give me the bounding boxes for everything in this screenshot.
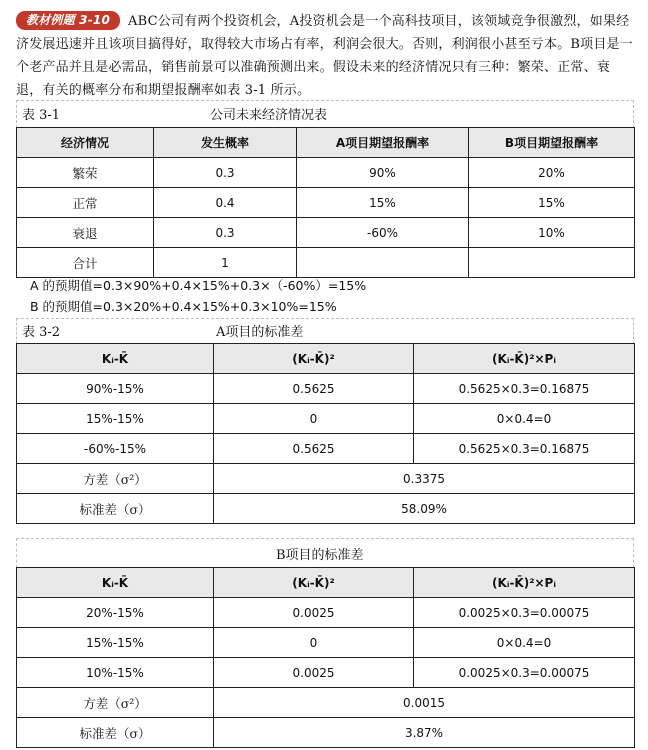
variance-value: 0.0015 xyxy=(214,688,635,718)
table1-header-cell: B项目期望报酬率 xyxy=(469,128,635,158)
table-row xyxy=(17,434,635,464)
std-label: 标准差（σ） xyxy=(17,494,214,524)
table-row xyxy=(17,158,635,188)
example-badge: 教材例题 3-10 xyxy=(16,11,120,30)
table1-caption-title: 公司未来经济情况表 xyxy=(210,108,328,123)
table-row xyxy=(17,658,635,688)
table-row xyxy=(17,218,635,248)
table2-header-cell: Kᵢ-K̄ xyxy=(17,344,214,374)
std-value: 58.09% xyxy=(214,494,635,524)
table2-a-std-deviation xyxy=(16,343,635,524)
table-cell: 0.5625×0.3=0.16875 xyxy=(414,434,635,464)
table-row xyxy=(17,248,635,278)
table-cell: 0.4 xyxy=(154,188,297,218)
table-row xyxy=(17,718,635,748)
table-cell: 0.5625 xyxy=(214,374,414,404)
table-row xyxy=(17,628,635,658)
table-row xyxy=(17,688,635,718)
intro-text: ABC公司有两个投资机会，A投资机会是一个高科技项目，该领域竞争很激烈，如果经济发展迅速并且该项目搞得好，取得较大市场占有率，利润会很大。否则，利润很小甚至亏本。B项目是一个老产品并且是必需品，销售前景可以准确预测出来。假设未来的经济情况只有三种：繁荣、正常、衰退，有关的概率分布和期望报酬率如表 3-1 所示。 xyxy=(16,14,633,98)
table-cell: 0.0025×0.3=0.00075 xyxy=(414,598,635,628)
table-cell: 20% xyxy=(469,158,635,188)
table-cell: 15%-15% xyxy=(17,404,214,434)
table3-caption-title: B项目的标准差 xyxy=(276,548,364,563)
std-label: 标准差（σ） xyxy=(17,718,214,748)
table2-header-cell: (Kᵢ-K̄)²×Pᵢ xyxy=(414,344,635,374)
table1-header-cell: 经济情况 xyxy=(17,128,154,158)
table1-header-row xyxy=(17,128,635,158)
table-cell xyxy=(469,248,635,278)
table-cell: 0×0.4=0 xyxy=(414,628,635,658)
table-cell: 0.0025 xyxy=(214,658,414,688)
table3-header-row xyxy=(17,568,635,598)
variance-value: 0.3375 xyxy=(214,464,635,494)
table1-header-cell: 发生概率 xyxy=(154,128,297,158)
table-row xyxy=(17,494,635,524)
intro-paragraph xyxy=(16,10,636,102)
table-row xyxy=(17,598,635,628)
table-row xyxy=(17,404,635,434)
table-cell: 10% xyxy=(469,218,635,248)
variance-label: 方差（σ²） xyxy=(17,464,214,494)
table-cell: 0×0.4=0 xyxy=(414,404,635,434)
table3-header-cell: Kᵢ-K̄ xyxy=(17,568,214,598)
table-cell: 15% xyxy=(469,188,635,218)
table-cell: 20%-15% xyxy=(17,598,214,628)
table-cell: 0.3 xyxy=(154,158,297,188)
table2-header-cell: (Kᵢ-K̄)² xyxy=(214,344,414,374)
table3-header-cell: (Kᵢ-K̄)² xyxy=(214,568,414,598)
table2-caption-number: 表 3-2 xyxy=(22,325,61,340)
table-cell: 10%-15% xyxy=(17,658,214,688)
table-cell: -60% xyxy=(297,218,469,248)
table-cell: 90% xyxy=(297,158,469,188)
table-cell: 正常 xyxy=(17,188,154,218)
table3-header-cell: (Kᵢ-K̄)²×Pᵢ xyxy=(414,568,635,598)
table-cell: 90%-15% xyxy=(17,374,214,404)
table2-caption-title: A项目的标准差 xyxy=(216,325,304,340)
std-value: 3.87% xyxy=(214,718,635,748)
table-row xyxy=(17,188,635,218)
table1-caption-number: 表 3-1 xyxy=(22,108,61,123)
table-cell: 1 xyxy=(154,248,297,278)
table-row xyxy=(17,374,635,404)
table-cell: 衰退 xyxy=(17,218,154,248)
table-cell: 15% xyxy=(297,188,469,218)
expected-value-a: A 的预期值=0.3×90%+0.4×15%+0.3×（-60%）=15% xyxy=(30,278,367,293)
table-cell: 15%-15% xyxy=(17,628,214,658)
table-cell: 0.5625 xyxy=(214,434,414,464)
table-cell: 0.5625×0.3=0.16875 xyxy=(414,374,635,404)
table-cell xyxy=(297,248,469,278)
variance-label: 方差（σ²） xyxy=(17,688,214,718)
expected-value-b: B 的预期值=0.3×20%+0.4×15%+0.3×10%=15% xyxy=(30,299,337,314)
table-cell: 繁荣 xyxy=(17,158,154,188)
table3-b-std-deviation xyxy=(16,567,635,748)
table-cell: 0.3 xyxy=(154,218,297,248)
table-cell: 0.0025×0.3=0.00075 xyxy=(414,658,635,688)
table1-economic-conditions xyxy=(16,127,635,278)
table-cell: 合计 xyxy=(17,248,154,278)
table-cell: 0.0025 xyxy=(214,598,414,628)
table-cell: -60%-15% xyxy=(17,434,214,464)
table1-header-cell: A项目期望报酬率 xyxy=(297,128,469,158)
table2-header-row xyxy=(17,344,635,374)
table-row xyxy=(17,464,635,494)
table-cell: 0 xyxy=(214,628,414,658)
table-cell: 0 xyxy=(214,404,414,434)
table2-caption-frame xyxy=(16,318,634,344)
